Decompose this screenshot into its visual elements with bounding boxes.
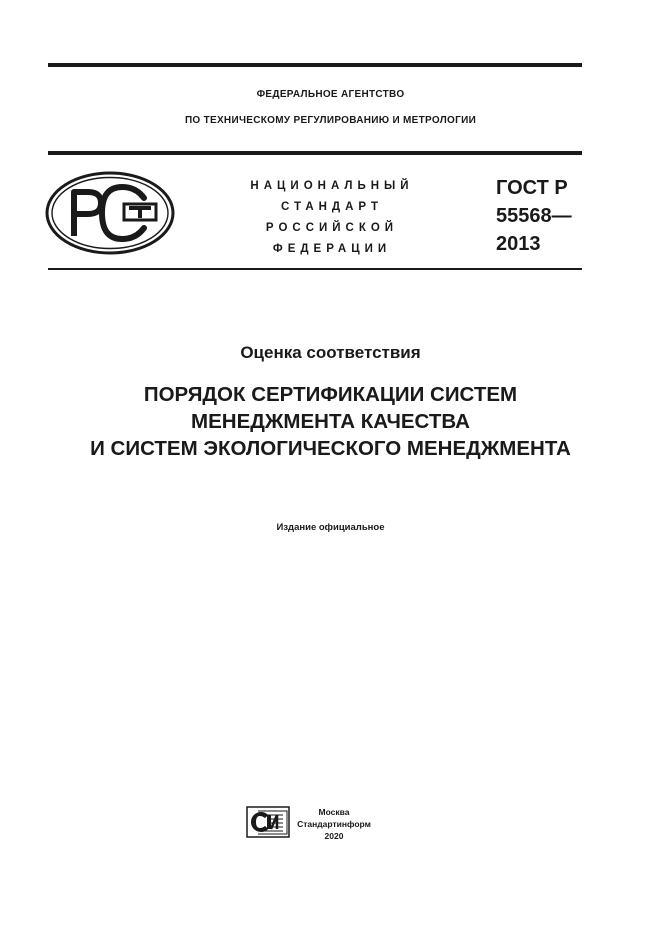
header-rule-lower <box>48 268 582 270</box>
document-title-line: МЕНЕДЖМЕНТА КАЧЕСТВА <box>191 410 470 433</box>
publisher-info <box>294 806 374 842</box>
standard-kind-line: НАЦИОНАЛЬНЫЙ <box>250 180 414 192</box>
standard-kind-line: СТАНДАРТ <box>281 201 383 213</box>
agency-line-1: ФЕДЕРАЛЬНОЕ АГЕНТСТВО <box>256 89 405 100</box>
rst-certification-mark-icon <box>44 170 176 256</box>
standard-kind-line: РОССИЙСКОЙ <box>265 222 399 234</box>
publisher-name: Стандартинформ <box>297 819 371 829</box>
top-rule <box>48 63 582 67</box>
agency-line-2: ПО ТЕХНИЧЕСКОМУ РЕГУЛИРОВАНИЮ И МЕТРОЛОГИИ <box>184 115 477 126</box>
document-title-line: И СИСТЕМ ЭКОЛОГИЧЕСКОГО МЕНЕДЖМЕНТА <box>90 437 571 460</box>
document-title <box>0 381 661 462</box>
publication-year: 2020 <box>324 831 344 841</box>
document-subtitle: Оценка соответствия <box>240 343 421 362</box>
standard-code-line: 2013 <box>496 233 541 255</box>
standard-kind-line: ФЕДЕРАЦИИ <box>272 243 392 255</box>
header-rule-upper <box>48 151 582 155</box>
standard-kind <box>232 176 432 260</box>
edition-label: Издание официальное <box>276 522 385 533</box>
standard-code-line: ГОСТ Р <box>496 177 568 199</box>
standartinform-logo-icon <box>246 806 290 838</box>
document-title-line: ПОРЯДОК СЕРТИФИКАЦИИ СИСТЕМ <box>143 383 518 406</box>
publisher-city: Москва <box>318 807 350 817</box>
standard-code <box>496 174 572 258</box>
standard-code-line: 55568— <box>496 205 572 227</box>
